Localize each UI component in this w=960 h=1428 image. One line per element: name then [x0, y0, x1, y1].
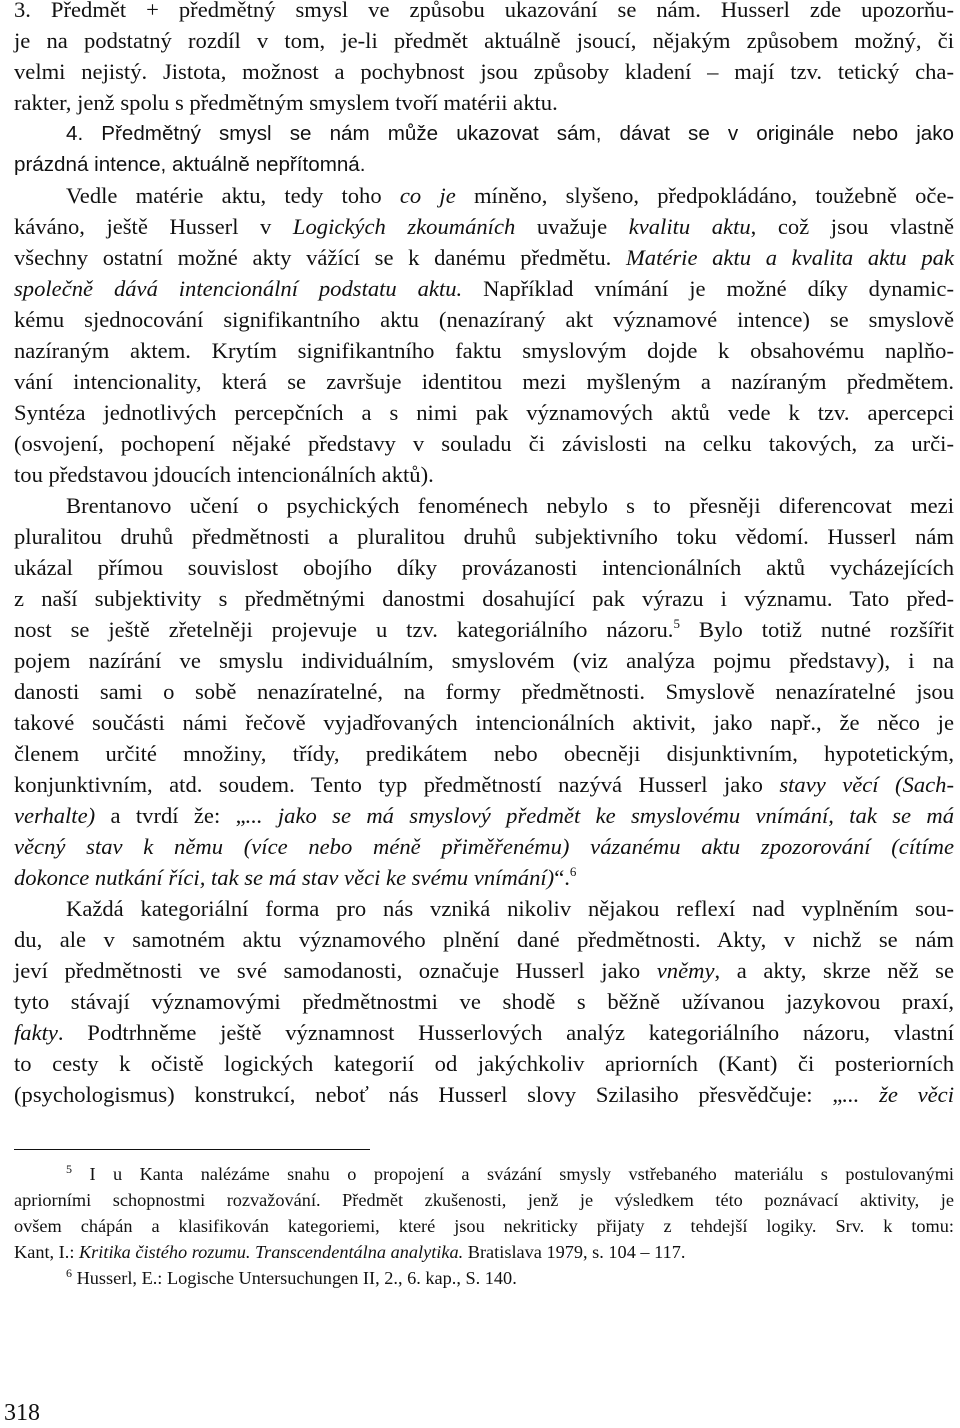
text-line: je na podstatný rozdíl v tom, je-li předmět aktuálně jsoucí, nějakým způsobem možný, či: [14, 28, 954, 53]
text-line: všechny ostatní možné akty vážící se k danému předmětu. Matérie aktu a kvalita aktu pak: [14, 245, 954, 270]
text-line: dokonce nutkání říci, tak se má stav věci ke svému vnímání)“.$^6$: [14, 864, 577, 890]
text-line: (osvojení, pochopení nějaké představy v souladu či závislosti na celku takových, za urči-: [14, 431, 954, 456]
text-line: společně dává intencionální podstatu aktu. Například vnímání je možné díky dynamic-: [14, 276, 954, 301]
text-line: fakty. Podtrhněme ještě významnost Husserlových analýz kategoriálního názoru, vlastní: [14, 1020, 954, 1045]
text-line: nazíraným aktem. Krytím signifikantního faktu smyslovým dojde k obsahovému naplňo-: [14, 338, 954, 363]
text-line: prázdná intence, aktuálně nepřítomná.: [14, 153, 366, 176]
text-line: velmi nejistý. Jistota, možnost a pochybnost jsou způsoby kladení – mají tzv. tetický cha-: [14, 59, 954, 84]
text-line: nost se ještě zřetelněji projevuje u tzv. kategoriálního názoru.$^5$ Bylo totiž nutné rozšířit: [14, 616, 954, 642]
text-line: pluralitou druhů předmětnosti a pluralitou druhů subjektivního toku vědomí. Husserl nám: [14, 524, 954, 549]
text-line: (psychologismus) konstrukcí, neboť nás Husserl slovy Szilasiho přesvědčuje: „... že věci: [14, 1082, 954, 1107]
text-line: Každá kategoriální forma pro nás vzniká nikoliv nějakou reflexí nad vyplněním sou-: [66, 896, 954, 921]
text-line: Brentanovo učení o psychických fenoménech nebylo s to přesněji diferencovat mezi: [66, 493, 954, 518]
text-line: věcný stav k němu (více nebo méně přiměřenému) vázanému aktu zpozorování (cítíme: [14, 834, 954, 859]
text-line: 3. Předmět + předmětný smysl ve způsobu ukazování se nám. Husserl zde upozorňu-: [14, 0, 954, 22]
text-line: kému sjednocování signifikantního aktu (nenazíraný akt významové intence) se smyslově: [14, 307, 954, 332]
page-number: 318: [4, 1400, 40, 1426]
footnote-6: $^6$ Husserl, E.: Logische Untersuchungen II, 2., 6. kap., S. 140.: [66, 1266, 517, 1288]
footnote-ref-5: 5: [673, 616, 680, 631]
text-line: verhalte) a tvrdí že: „... jako se má smyslový předmět ke smyslovému vnímání, tak se má: [14, 803, 954, 828]
text-line: to cesty k očistě logických kategorií od jakýchkoliv apriorních (Kant) či posteriorních: [14, 1051, 954, 1076]
text-line: takové součásti námi řečově vyjadřovaných intencionálních aktivit, jako např., že něco je: [14, 710, 954, 735]
footnote-line: apriorními schopnostmi rozvažování. Předmět zkušenosti, jenž je výsledkem této poznávací aktivity, je: [14, 1190, 954, 1210]
text-line: ukázal přímou souvislost obojího díky provázanosti intencionálních aktů vycházejících: [14, 555, 954, 580]
text-line: z naší subjektivity s předmětnými danostmi dosahující pak výrazu i významu. Tato před-: [14, 586, 954, 611]
footnote-line: ovšem chápán a klasifikován kategoriemi, které jsou nekriticky přijaty z tehdejší logiky. Srv. k tomu:: [14, 1216, 954, 1236]
text-line: danosti sami o sobě nenazíratelné, na formy předmětnosti. Smyslově nenazíratelné jsou: [14, 679, 954, 704]
text-line: Vedle matérie aktu, tedy toho co je míněno, slyšeno, předpokládáno, toužebně oče-: [66, 183, 954, 208]
text-line: pojem nazírání ve smyslu individuálním, smyslovém (viz analýza pojmu představy), i na: [14, 648, 954, 673]
footnote-line: Kant, I.: Kritika čistého rozumu. Transcendentálna analytika. Bratislava 1979, s. 104 – 117.: [14, 1242, 686, 1262]
text-line: členem určité množiny, třídy, predikátem nebo obecněji disjunktivním, hypotetickým,: [14, 741, 954, 766]
text-line: rakter, jenž spolu s předmětným smyslem tvoří matérii aktu.: [14, 90, 558, 115]
text-line: du, ale v samotném aktu významového plnění dané předmětnosti. Akty, v nichž se nám: [14, 927, 954, 952]
text-line: tou představou jdoucích intencionálních aktů).: [14, 462, 434, 487]
footnote-5: $^5$ I u Kanta nalézáme snahu o propojení a svázání smysly vstřebaného materiálu s postulovanými: [66, 1162, 954, 1184]
text-line: jeví předmětnosti ve své samodanosti, označuje Husserl jako vněmy, a akty, skrze něž se: [14, 958, 955, 983]
footnote-separator: [14, 1149, 370, 1150]
text-line: 4. Předmětný smysl se nám může ukazovat sám, dávat se v originále nebo jako: [66, 122, 954, 145]
text-line: vání intencionality, která se završuje identitou mezi myšleným a nazíraným předmětem.: [14, 369, 954, 394]
text-line: káváno, ještě Husserl v Logických zkoumáních uvažuje kvalitu aktu, což jsou vlastně: [14, 214, 955, 239]
footnote-ref-6: 6: [569, 864, 577, 879]
text-line: Syntéza jednotlivých percepčních a s nimi pak významových aktů vede k tzv. apercepci: [14, 400, 954, 425]
text-line: tyto stávají významovými předmětnostmi ve shodě s běžně užívanou jazykovou praxí,: [14, 989, 954, 1014]
text-line: konjunktivním, atd. soudem. Tento typ předmětností nazývá Husserl jako stavy věcí (Sach-: [14, 772, 954, 797]
